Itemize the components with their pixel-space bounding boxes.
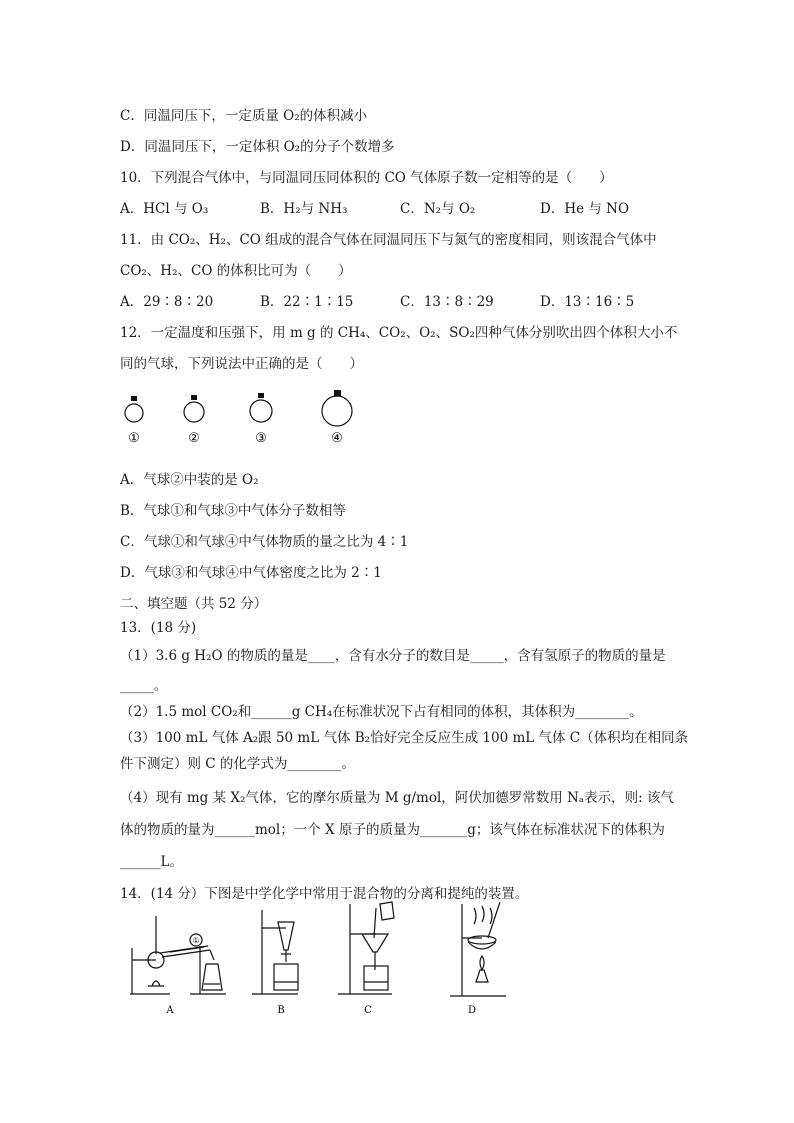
q10-options	[120, 197, 680, 217]
section-heading: 二、填空题（共 52 分）	[120, 596, 268, 612]
q13-heading: 13．(18 分)	[120, 620, 197, 636]
q9-option-d: D．同温同压下，一定体积 O₂的分子个数增多	[120, 139, 395, 155]
q10-option-d: D．He 与 NO	[540, 201, 630, 217]
q13-part3-line2: 件下测定）则 C 的化学式为________。	[120, 756, 355, 772]
q13-part4-line3: ______L。	[120, 854, 183, 870]
apparatus-c-filtration	[338, 902, 394, 994]
balloons-figure	[120, 390, 400, 450]
q13-part4-line1: （4）现有 mg 某 X₂气体，它的摩尔质量为 M g/mol，阿伏加德罗常数用 Nₐ表示，则: 该气	[120, 790, 674, 806]
q12-option-d: D．气球③和气球④中气体密度之比为 2∶1	[120, 565, 382, 581]
q13-part3-line1: （3）100 mL 气体 A₂跟 50 mL 气体 B₂恰好完全反应生成 100 mL 气体 C（体积均在相同条	[120, 730, 689, 746]
balloon-label-2: ②	[188, 431, 200, 446]
apparatus-b-separatory-funnel	[252, 910, 298, 994]
q11-option-c: C．13∶8∶29	[400, 294, 494, 310]
q12-option-b: B．气球①和气球③中气体分子数相等	[120, 503, 346, 519]
balloon-3	[250, 393, 272, 446]
apparatus-label-b: B	[277, 1005, 285, 1016]
q13-part1-line1: （1）3.6 g H₂O 的物质的量是____，含有水分子的数目是_____，含有氢原子的物质的量是	[120, 648, 666, 664]
apparatus-figure	[130, 898, 530, 1018]
q10-option-b: B．H₂与 NH₃	[260, 201, 348, 217]
balloon-4	[322, 390, 352, 446]
apparatus-marker: ①	[192, 936, 200, 945]
balloon-label-3: ③	[255, 431, 267, 446]
apparatus-label-d: D	[467, 1005, 477, 1016]
q11-option-d: D．13∶16∶5	[540, 294, 635, 310]
q13-part2: （2）1.5 mol CO₂和______g CH₄在标准状况下占有相同的体积，其体积为________。	[120, 704, 643, 720]
q12-stem-line1: 12．一定温度和压强下，用 m g 的 CH₄、CO₂、O₂、SO₂四种气体分别吹出四个体积大小不	[120, 325, 678, 341]
q10-option-a: A．HCl 与 O₃	[120, 201, 209, 217]
apparatus-label-c: C	[364, 1005, 372, 1016]
q13-part1-line2: _____。	[120, 678, 168, 694]
apparatus-d-evaporation	[450, 902, 506, 996]
q11-option-a: A．29∶8∶20	[120, 294, 214, 310]
q10-option-c: C．N₂与 O₂	[400, 201, 476, 217]
q11-stem-line2: CO₂、H₂、CO 的体积比可为（ ）	[120, 263, 352, 279]
balloon-2	[184, 395, 204, 446]
q12-option-c: C．气球①和气球④中气体物质的量之比为 4∶1	[120, 534, 409, 550]
q10-stem: 10．下列混合气体中，与同温同压同体积的 CO 气体原子数一定相等的是（ ）	[120, 170, 613, 186]
balloon-1	[125, 396, 143, 446]
q9-option-c: C．同温同压下，一定质量 O₂的体积减小	[120, 108, 368, 124]
q11-option-b: B．22∶1∶15	[260, 294, 354, 310]
balloon-label-1: ①	[128, 431, 140, 446]
q12-stem-line2: 同的气球，下列说法中正确的是（ ）	[120, 356, 363, 372]
apparatus-label-a: A	[166, 1005, 174, 1016]
q13-part4-line2: 体的物质的量为______mol；一个 X 原子的质量为_______g；该气体在标准状况下的体积为	[120, 822, 665, 838]
q14-stem: 14．(14 分）下图是中学化学中常用于混合物的分离和提纯的装置。	[120, 886, 529, 902]
balloon-label-4: ④	[331, 431, 343, 446]
q11-stem-line1: 11．由 CO₂、H₂、CO 组成的混合气体在同温同压下与氮气的密度相同，则该混合气体中	[120, 232, 657, 248]
apparatus-a-distillation	[130, 916, 226, 994]
q11-options	[120, 290, 680, 310]
q12-option-a: A．气球②中装的是 O₂	[120, 472, 259, 488]
